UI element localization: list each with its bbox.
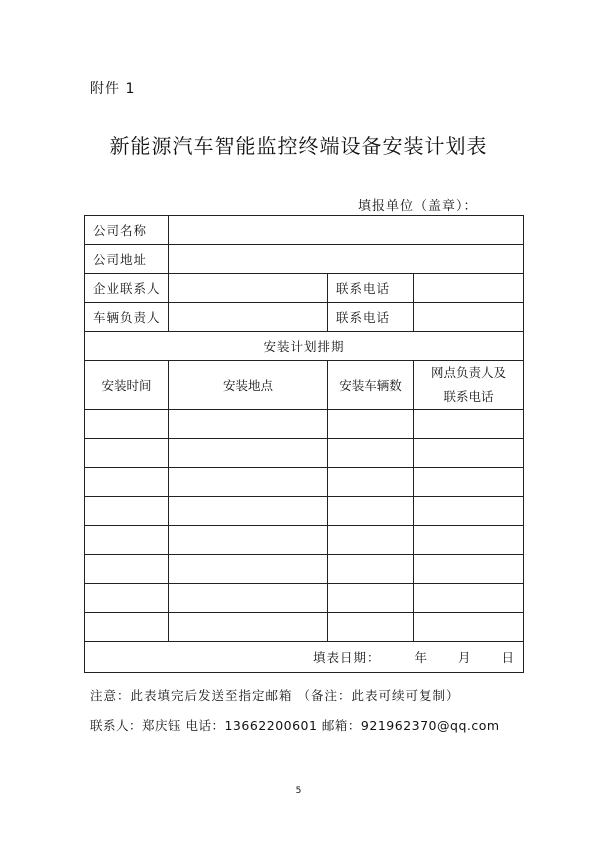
header-outlet-contact-line2: 联系电话 <box>443 389 494 404</box>
enterprise-contact-field[interactable] <box>169 274 328 303</box>
schedule-row <box>85 439 524 468</box>
cell-install-place[interactable] <box>169 410 328 439</box>
cell-outlet-contact[interactable] <box>414 468 524 497</box>
header-outlet-contact <box>414 361 524 410</box>
cell-install-place[interactable] <box>169 526 328 555</box>
contact-info: 联系人：郑庆钰 电话：13662200601 邮箱：921962370@qq.com <box>90 718 500 733</box>
vehicle-owner-phone-field[interactable] <box>414 303 524 332</box>
cell-install-time[interactable] <box>85 497 169 526</box>
vehicle-owner-field[interactable] <box>169 303 328 332</box>
cell-outlet-contact[interactable] <box>414 410 524 439</box>
vehicle-owner-phone-label: 联系电话 <box>328 303 414 332</box>
installation-plan-table <box>84 215 524 673</box>
company-address-label: 公司地址 <box>85 245 169 274</box>
attachment-label: 附件 1 <box>90 81 136 97</box>
company-name-field[interactable] <box>169 216 524 245</box>
cell-install-time[interactable] <box>85 526 169 555</box>
cell-vehicle-count[interactable] <box>328 555 414 584</box>
fill-date-row <box>85 642 524 673</box>
cell-install-place[interactable] <box>169 555 328 584</box>
filler-unit-label: 填报单位（盖章）： <box>358 199 478 214</box>
cell-vehicle-count[interactable] <box>328 410 414 439</box>
cell-install-place[interactable] <box>169 439 328 468</box>
company-address-field[interactable] <box>169 245 524 274</box>
fill-date-day: 日 <box>501 650 515 665</box>
cell-install-time[interactable] <box>85 439 169 468</box>
cell-vehicle-count[interactable] <box>328 497 414 526</box>
cell-install-time[interactable] <box>85 584 169 613</box>
vehicle-owner-label: 车辆负责人 <box>85 303 169 332</box>
enterprise-phone-label: 联系电话 <box>328 274 414 303</box>
company-name-row <box>85 216 524 245</box>
document-title: 新能源汽车智能监控终端设备安装计划表 <box>109 134 488 158</box>
schedule-header-row <box>85 361 524 410</box>
enterprise-contact-label: 企业联系人 <box>85 274 169 303</box>
header-vehicle-count: 安装车辆数 <box>328 361 414 410</box>
cell-install-place[interactable] <box>169 468 328 497</box>
company-name-label: 公司名称 <box>85 216 169 245</box>
header-outlet-contact-line1: 网点负责人及 <box>430 365 506 380</box>
cell-outlet-contact[interactable] <box>414 526 524 555</box>
cell-install-time[interactable] <box>85 555 169 584</box>
cell-install-time[interactable] <box>85 613 169 642</box>
cell-outlet-contact[interactable] <box>414 584 524 613</box>
schedule-row <box>85 526 524 555</box>
enterprise-contact-row <box>85 274 524 303</box>
page-number: 5 <box>295 786 302 796</box>
schedule-row <box>85 613 524 642</box>
cell-install-time[interactable] <box>85 410 169 439</box>
cell-vehicle-count[interactable] <box>328 526 414 555</box>
cell-install-place[interactable] <box>169 584 328 613</box>
cell-install-place[interactable] <box>169 497 328 526</box>
schedule-row <box>85 410 524 439</box>
schedule-row <box>85 584 524 613</box>
cell-vehicle-count[interactable] <box>328 468 414 497</box>
schedule-row <box>85 468 524 497</box>
cell-outlet-contact[interactable] <box>414 613 524 642</box>
vehicle-owner-row <box>85 303 524 332</box>
cell-outlet-contact[interactable] <box>414 497 524 526</box>
schedule-title-row <box>85 332 524 361</box>
cell-outlet-contact[interactable] <box>414 555 524 584</box>
enterprise-phone-field[interactable] <box>414 274 524 303</box>
schedule-title: 安装计划排期 <box>85 332 524 361</box>
note-text: 注意：此表填完后发送至指定邮箱 （备注：此表可续可复制） <box>90 688 460 703</box>
fill-date-year: 年 <box>414 650 428 665</box>
cell-install-place[interactable] <box>169 613 328 642</box>
header-install-time: 安装时间 <box>85 361 169 410</box>
schedule-row <box>85 555 524 584</box>
cell-vehicle-count[interactable] <box>328 613 414 642</box>
cell-outlet-contact[interactable] <box>414 439 524 468</box>
header-install-place: 安装地点 <box>169 361 328 410</box>
cell-vehicle-count[interactable] <box>328 584 414 613</box>
fill-date-label: 填表日期： <box>312 650 381 665</box>
fill-date-cell <box>85 642 524 673</box>
fill-date-month: 月 <box>457 650 472 665</box>
cell-vehicle-count[interactable] <box>328 439 414 468</box>
schedule-row <box>85 497 524 526</box>
cell-install-time[interactable] <box>85 468 169 497</box>
company-address-row <box>85 245 524 274</box>
